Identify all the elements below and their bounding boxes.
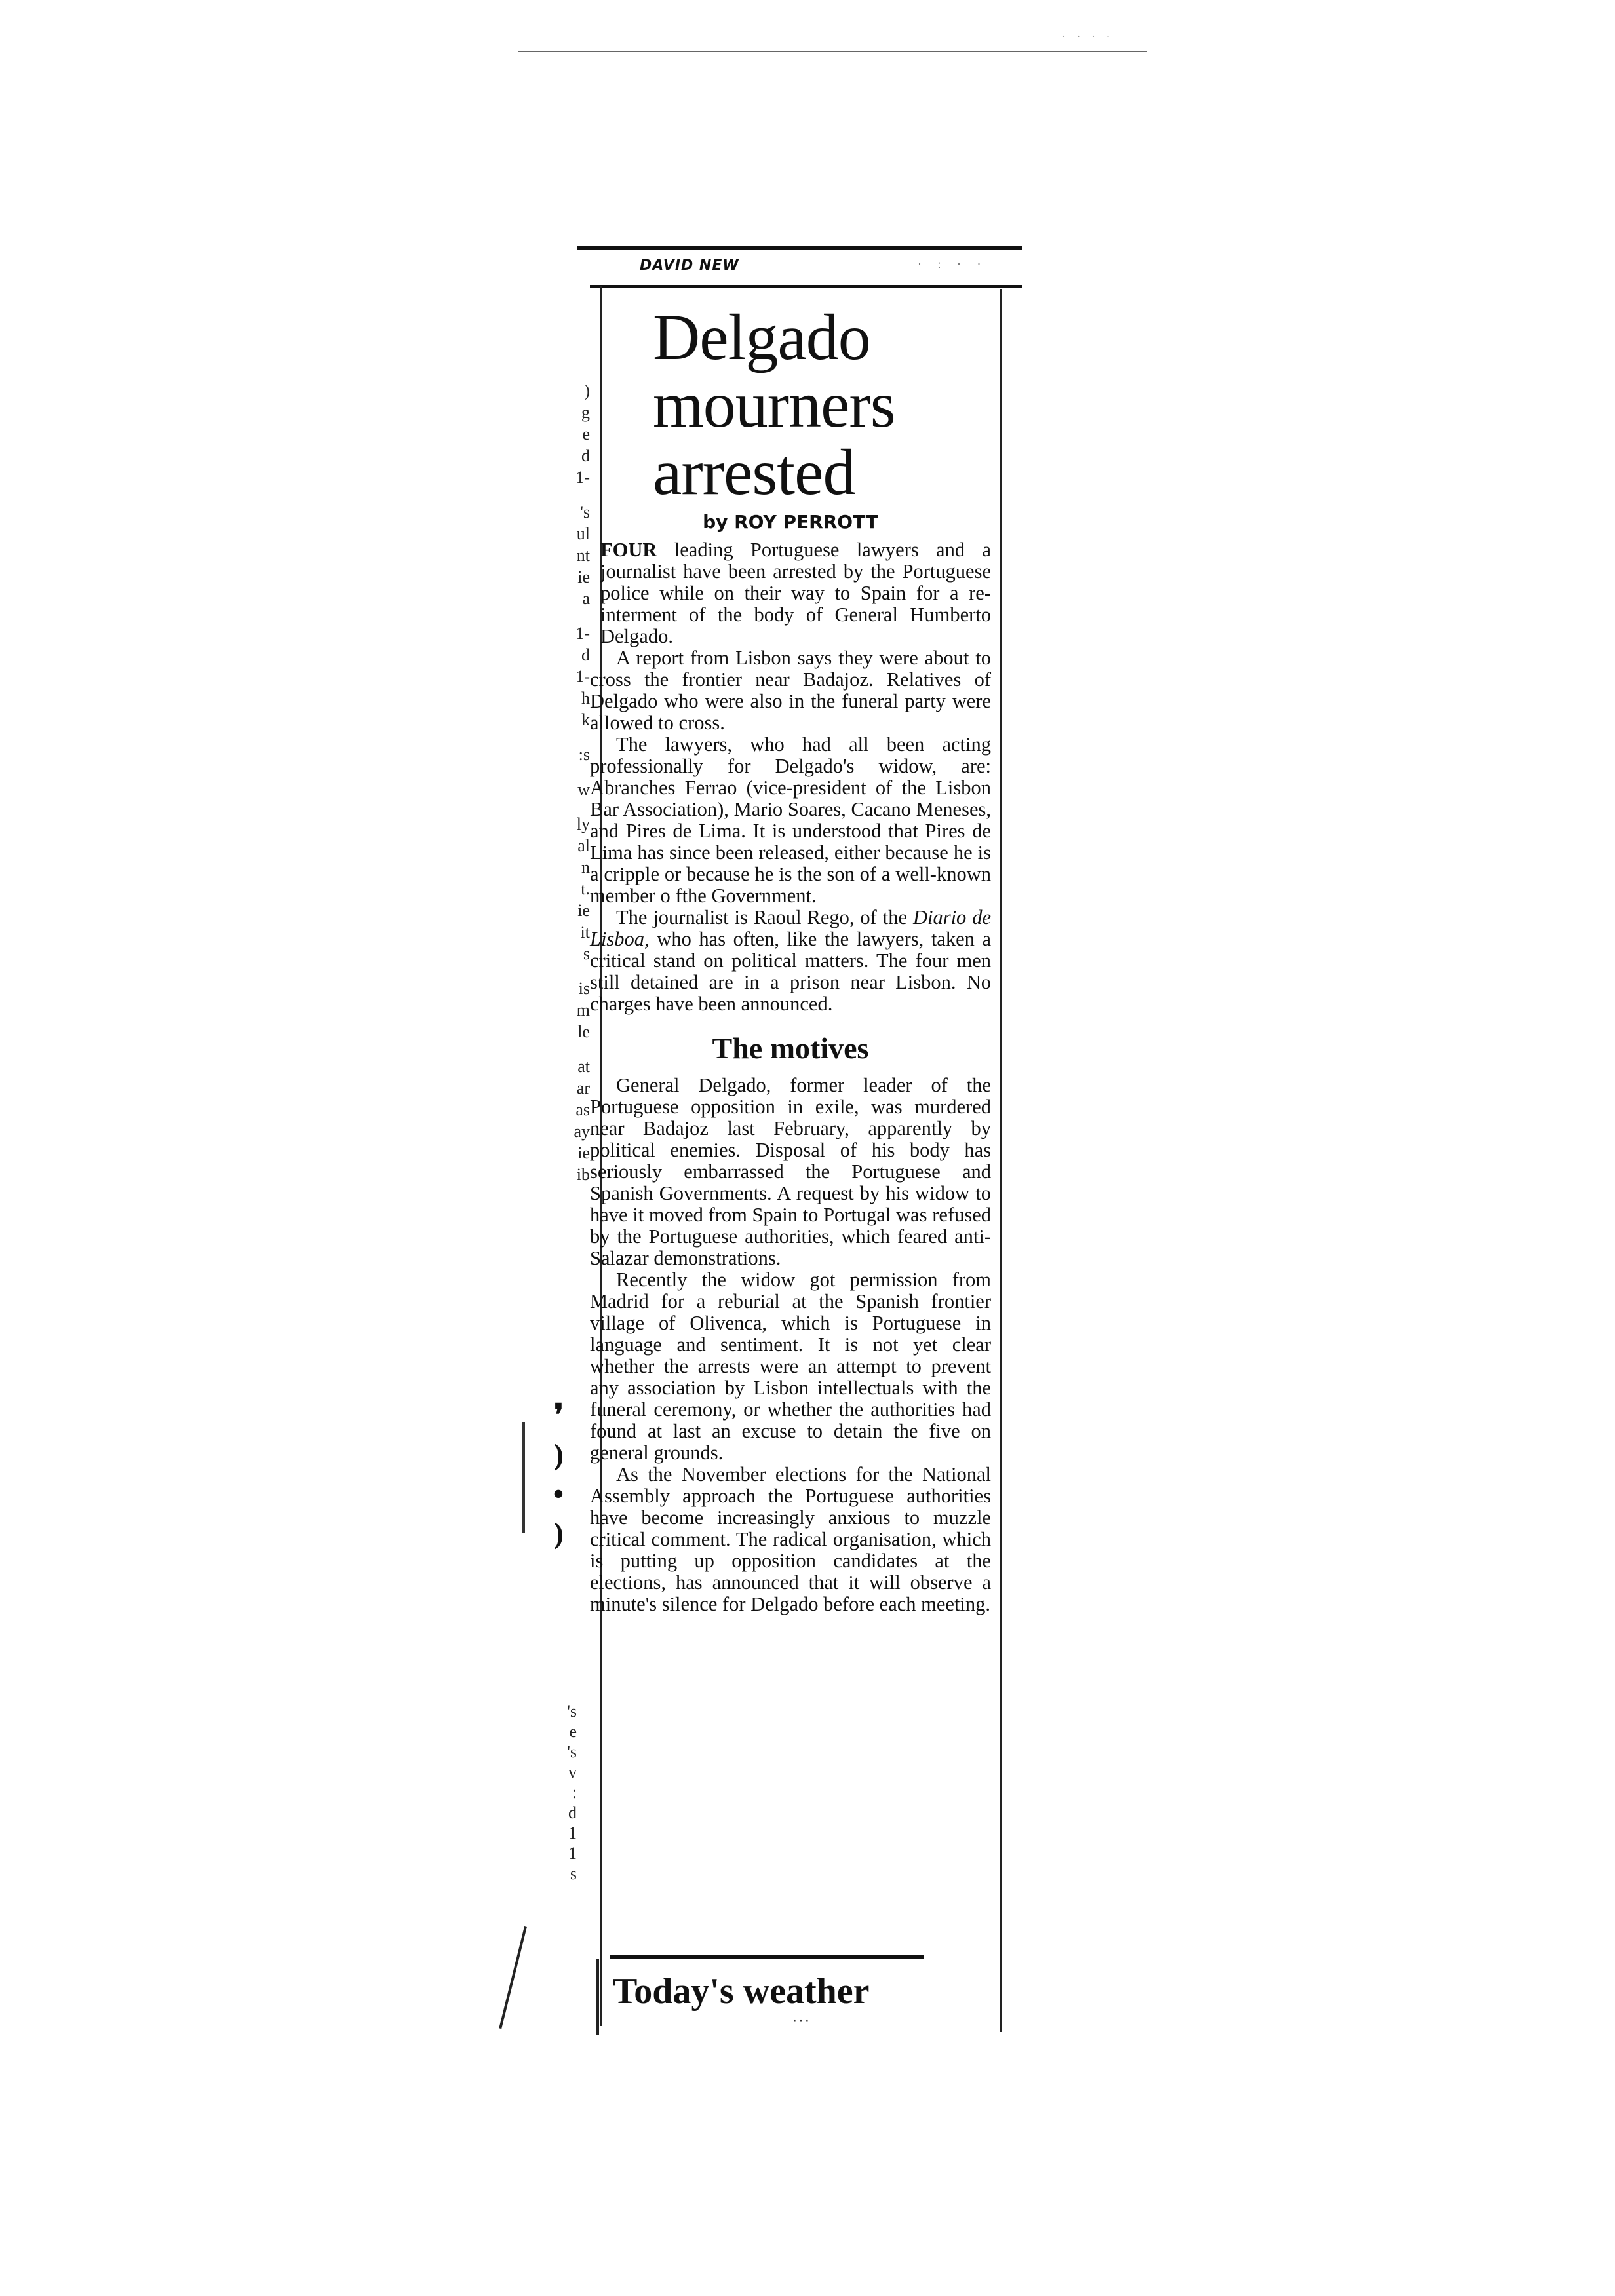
article-paragraph: A report from Lisbon says they were about to cross the frontier near Badajoz. Relatives of Delgado who were also in the funeral party were allowed to cross. [590, 647, 991, 734]
headline-line: mourners [653, 368, 895, 441]
neighbor-fragment: t. [581, 879, 590, 898]
lead-first-word: FOUR [600, 539, 657, 561]
neighbor-fragment: ie [577, 1143, 590, 1162]
neighbor-fragment: :s [578, 745, 590, 764]
neighbor-fragment: 's [567, 1702, 577, 1721]
neighbor-fragment: ul [576, 524, 590, 543]
neighbor-fragment: g [581, 403, 590, 422]
next-article-byline-fragment: · · · [793, 2017, 809, 2027]
neighbor-fragment: h [581, 689, 590, 708]
neighbor-column-marks: ❜ ) • ) [553, 1398, 564, 1550]
neighbor-fragment: le [577, 1022, 590, 1041]
neighbor-fragment: e [569, 1722, 577, 1741]
neighbor-fragment: 1- [575, 624, 590, 643]
neighbor-fragment: s [583, 944, 590, 963]
lead-text: leading Portuguese lawyers and a journalist have been arrested by the Portuguese police while on their way to Spain for a re-interment of the body of General Humberto Delgado. [600, 539, 991, 647]
subhead: The motives [712, 1031, 869, 1065]
neighbor-fragment: 1- [575, 667, 590, 686]
headline-line: arrested [653, 436, 855, 508]
neighbor-fragment: e [582, 425, 590, 444]
neighbor-fragment: d [568, 1803, 577, 1822]
headline [653, 303, 991, 506]
neighbor-fragment: ie [577, 901, 590, 920]
article-end-rule [610, 1955, 924, 1959]
neighbor-fragment: d [581, 446, 590, 465]
neighbor-fragment: d [581, 645, 590, 664]
neighbor-fragment: ib [576, 1165, 590, 1184]
neighbor-fragment: 's [580, 503, 590, 522]
neighbor-fragment: ) [584, 381, 590, 400]
neighbor-column-slash [499, 1926, 527, 2029]
lead-paragraph [590, 539, 991, 647]
neighbor-fragment: is [578, 979, 590, 998]
neighbor-fragment: m [576, 1001, 590, 1020]
masthead-rule [590, 285, 1022, 288]
neighbor-fragment: 1- [575, 468, 590, 487]
article-paragraph: The lawyers, who had all been acting professionally for Delgado's widow, are: Abranches Ferrao (vice-president of the Lisbon Bar Association), Mario Soares, Cacano Meneses, and Pires de Lima. It is understood that Pires de Lima has since been released, either because he is a cripple or because he is the son of a well-known member o fthe Government. [590, 733, 991, 907]
neighbor-fragment: ar [576, 1079, 590, 1098]
source-line: DAVID NEW [640, 258, 739, 274]
neighbor-fragment: k [581, 710, 590, 729]
next-article-rule [596, 1959, 599, 2035]
article [590, 303, 991, 1615]
neighbor-fragment: as [575, 1100, 590, 1119]
headline-line: Delgado [653, 301, 870, 373]
newspaper-clipping [577, 246, 1029, 2035]
neighbor-fragment: 1 [568, 1844, 577, 1863]
neighbor-fragment: 1 [568, 1824, 577, 1843]
clipping-top-rule [577, 246, 1022, 250]
scan-specks: · · · · [1062, 30, 1114, 43]
journalist-text-before: The journalist is Raoul Rego, of the [616, 906, 908, 928]
neighbor-fragment: 's [567, 1742, 577, 1761]
clipping-right-edge [1000, 289, 1002, 2032]
article-paragraph: As the November elections for the National Assembly approach the Portuguese authorities have become increasingly anxious to muzzle critical comment. The radical organisation, which is putting up opposition candidates at the elections, has announced that it will observe a minute's silence for Delgado before each meeting. [590, 1463, 991, 1615]
scan-top-rule [518, 51, 1147, 52]
neighbor-fragment: a [582, 589, 590, 608]
neighbor-fragment: v [568, 1763, 577, 1782]
neighbor-fragment: it [580, 923, 590, 942]
neighbor-fragment: ly [576, 814, 590, 833]
journalist-paragraph [590, 907, 991, 1015]
publication-name: Diario de Lisboa, [590, 906, 992, 950]
neighbor-fragment: nt [576, 546, 590, 565]
neighbor-fragment: at [577, 1057, 590, 1076]
next-article-headline: Today's weather [613, 1971, 870, 2012]
neighbor-fragment: : [572, 1783, 577, 1802]
neighbor-fragment: w [577, 780, 590, 799]
neighbor-column-lower-fragments [537, 1701, 577, 1884]
neighbor-fragment: n [581, 858, 590, 877]
neighbor-fragment: s [570, 1864, 577, 1883]
article-paragraph: Recently the widow got permission from Madrid for a reburial at the Spanish frontier village of Olivenca, which is Portuguese in language and sentiment. It is not yet clear whether the arrests were an attempt to prevent any association by Lisbon intellectuals with the funeral ceremony, or whether the authorities had found at last an excuse to detain the five on general grounds. [590, 1269, 991, 1464]
source-line-specks: · : · · [918, 258, 988, 271]
byline: by ROY PERROTT [703, 511, 878, 533]
neighbor-fragment: al [577, 836, 590, 855]
neighbor-fragment: ay [574, 1122, 590, 1141]
article-paragraph: General Delgado, former leader of the Portuguese opposition in exile, was murdered near Badajoz last February, apparently by political enemies. Disposal of his body has seriously embarrassed the Portuguese and Spanish Governments. A request by his widow to have it moved from Spain to Portugal was refused by the Portuguese authorities, which feared anti-Salazar demonstrations. [590, 1074, 991, 1269]
neighbor-fragment: ie [577, 567, 590, 586]
journalist-text-after: who has often, like the lawyers, taken a critical stand on political matters. The four men still detained are in a prison near Lisbon. No charges have been announced. [590, 928, 992, 1015]
